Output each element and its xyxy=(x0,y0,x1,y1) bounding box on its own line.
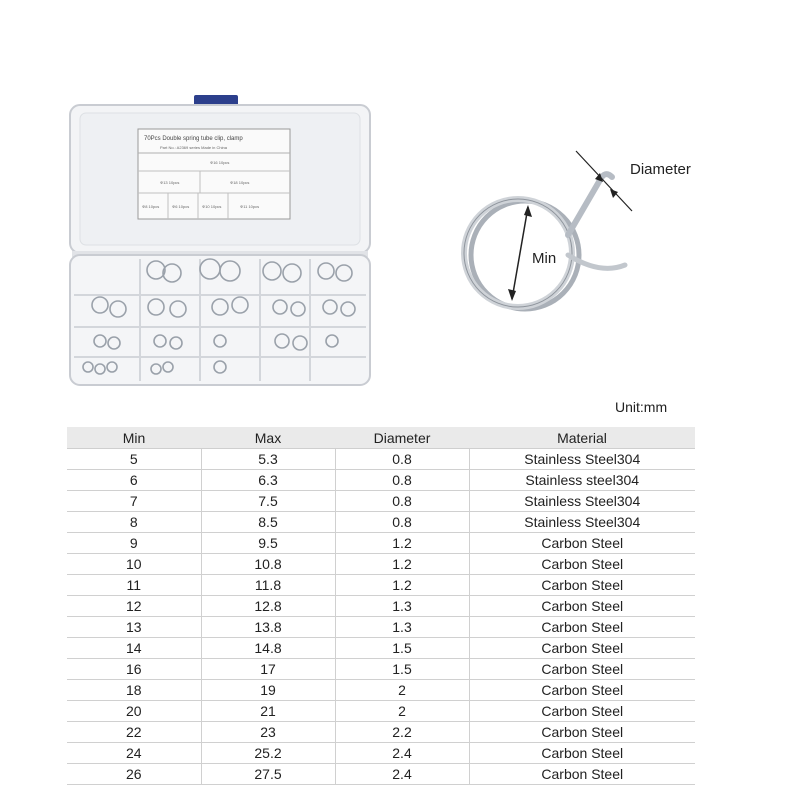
cell-max: 17 xyxy=(201,659,335,680)
cell-material: Stainless steel304 xyxy=(469,470,695,491)
cell-min: 14 xyxy=(67,638,201,659)
spring-clip-drawing xyxy=(440,135,740,360)
table-row xyxy=(67,722,695,743)
cell-max: 27.5 xyxy=(201,764,335,785)
cell-diameter: 2 xyxy=(335,680,469,701)
organizer-box-drawing xyxy=(60,95,380,390)
cell-diameter: 1.2 xyxy=(335,554,469,575)
cell-min: 5 xyxy=(67,449,201,470)
cell-max: 23 xyxy=(201,722,335,743)
cell-min: 9 xyxy=(67,533,201,554)
table-row xyxy=(67,575,695,596)
cell-material: Carbon Steel xyxy=(469,701,695,722)
cell-diameter: 1.3 xyxy=(335,617,469,638)
cell-diameter: 2.2 xyxy=(335,722,469,743)
table-row xyxy=(67,659,695,680)
cell-material: Carbon Steel xyxy=(469,575,695,596)
cell-min: 12 xyxy=(67,596,201,617)
cell-max: 13.8 xyxy=(201,617,335,638)
cell-material: Stainless Steel304 xyxy=(469,449,695,470)
diameter-label: Diameter xyxy=(630,161,691,178)
cell-max: 7.5 xyxy=(201,491,335,512)
box-slot-label: Φ16 10pcs xyxy=(210,160,230,165)
cell-material: Carbon Steel xyxy=(469,659,695,680)
cell-material: Carbon Steel xyxy=(469,743,695,764)
spec-table xyxy=(67,427,695,785)
cell-material: Carbon Steel xyxy=(469,638,695,659)
box-slot-label: Φ18 10pcs xyxy=(230,180,250,185)
cell-min: 11 xyxy=(67,575,201,596)
table-row xyxy=(67,638,695,659)
product-box-image xyxy=(60,95,380,390)
box-slot-label: Φ10 10pcs xyxy=(202,204,222,209)
table-row xyxy=(67,554,695,575)
table-row xyxy=(67,701,695,722)
cell-min: 16 xyxy=(67,659,201,680)
column-header-max: Max xyxy=(201,427,335,449)
cell-material: Carbon Steel xyxy=(469,533,695,554)
table-row xyxy=(67,596,695,617)
cell-min: 13 xyxy=(67,617,201,638)
cell-diameter: 2.4 xyxy=(335,764,469,785)
cell-max: 5.3 xyxy=(201,449,335,470)
box-slot-label: Φ13 10pcs xyxy=(160,180,180,185)
min-arrow xyxy=(512,207,528,299)
cell-material: Carbon Steel xyxy=(469,617,695,638)
cell-material: Carbon Steel xyxy=(469,722,695,743)
box-label-title: 70Pcs Double spring tube clip, clamp xyxy=(144,136,243,142)
cell-max: 9.5 xyxy=(201,533,335,554)
box-slot-label: Φ11 10pcs xyxy=(240,204,260,209)
box-slot-label: Φ6 10pcs xyxy=(172,204,190,209)
cell-min: 18 xyxy=(67,680,201,701)
table-row xyxy=(67,680,695,701)
table-row xyxy=(67,470,695,491)
cell-diameter: 0.8 xyxy=(335,512,469,533)
table-row xyxy=(67,512,695,533)
clip-ring-back xyxy=(471,201,579,309)
cell-material: Stainless Steel304 xyxy=(469,491,695,512)
cell-max: 14.8 xyxy=(201,638,335,659)
cell-max: 8.5 xyxy=(201,512,335,533)
cell-max: 6.3 xyxy=(201,470,335,491)
table-body xyxy=(67,449,695,785)
cell-max: 21 xyxy=(201,701,335,722)
cell-material: Carbon Steel xyxy=(469,554,695,575)
cell-min: 10 xyxy=(67,554,201,575)
table-row xyxy=(67,743,695,764)
cell-diameter: 0.8 xyxy=(335,491,469,512)
column-header-min: Min xyxy=(67,427,201,449)
cell-max: 12.8 xyxy=(201,596,335,617)
box-slot-label: Φ8 10pcs xyxy=(142,204,160,209)
cell-material: Carbon Steel xyxy=(469,596,695,617)
table-row xyxy=(67,764,695,785)
cell-diameter: 1.2 xyxy=(335,533,469,554)
cell-diameter: 1.5 xyxy=(335,659,469,680)
table-header-row xyxy=(67,427,695,449)
cell-max: 10.8 xyxy=(201,554,335,575)
cell-max: 25.2 xyxy=(201,743,335,764)
cell-material: Carbon Steel xyxy=(469,764,695,785)
min-label: Min xyxy=(532,250,557,267)
cell-min: 22 xyxy=(67,722,201,743)
cell-max: 11.8 xyxy=(201,575,335,596)
table-row xyxy=(67,449,695,470)
cell-min: 8 xyxy=(67,512,201,533)
cell-diameter: 2 xyxy=(335,701,469,722)
cell-min: 7 xyxy=(67,491,201,512)
cell-diameter: 1.2 xyxy=(335,575,469,596)
cell-max: 19 xyxy=(201,680,335,701)
table-row xyxy=(67,491,695,512)
table-row xyxy=(67,617,695,638)
cell-diameter: 2.4 xyxy=(335,743,469,764)
cell-min: 26 xyxy=(67,764,201,785)
cell-min: 24 xyxy=(67,743,201,764)
cell-diameter: 1.5 xyxy=(335,638,469,659)
column-header-diameter: Diameter xyxy=(335,427,469,449)
box-label-part-no: Part No.: A2369 series Made in China xyxy=(160,145,227,150)
cell-diameter: 1.3 xyxy=(335,596,469,617)
unit-label: Unit:mm xyxy=(615,399,668,415)
cell-min: 6 xyxy=(67,470,201,491)
clip-diagram xyxy=(440,135,740,360)
cell-diameter: 0.8 xyxy=(335,449,469,470)
cell-material: Stainless Steel304 xyxy=(469,512,695,533)
cell-material: Carbon Steel xyxy=(469,680,695,701)
table-row xyxy=(67,533,695,554)
cell-min: 20 xyxy=(67,701,201,722)
cell-diameter: 0.8 xyxy=(335,470,469,491)
column-header-material: Material xyxy=(469,427,695,449)
